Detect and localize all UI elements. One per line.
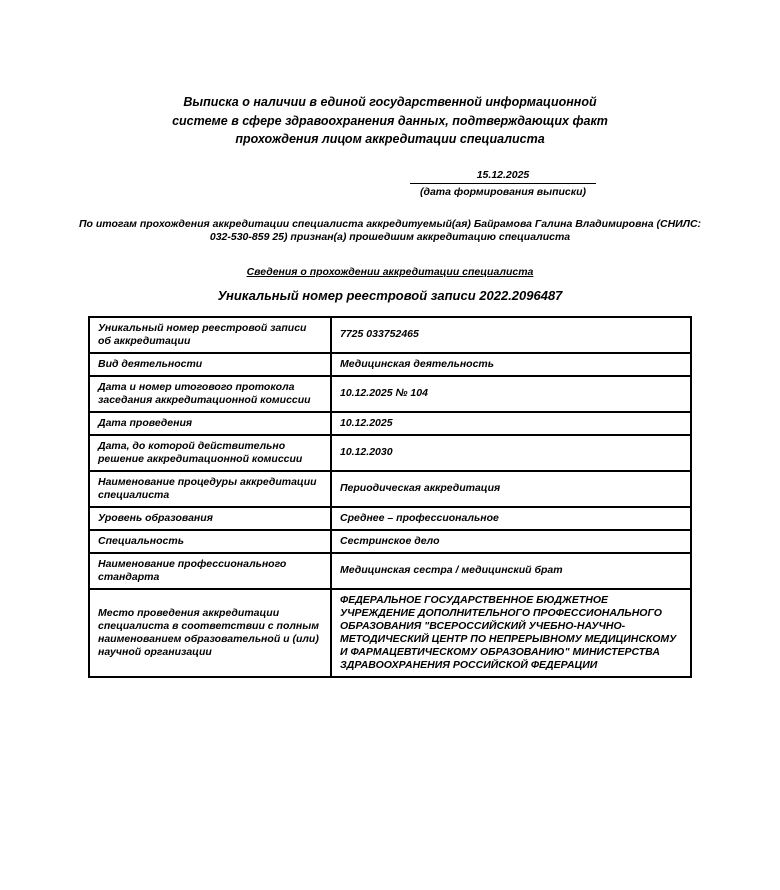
table-row [89,353,691,376]
table-row-value: Медицинская деятельность [331,353,691,376]
document-title-line-2: системе в сфере здравоохранения данных, подтверждающих факт [172,113,608,128]
table-row-value: Периодическая аккредитация [331,471,691,507]
document-title-line-3: прохождения лицом аккредитации специалиста [235,132,545,146]
table-row-label: Уровень образования [89,507,331,530]
table-row [89,553,691,589]
table-row [89,317,691,353]
table-row-label: Наименование процедуры аккредитации специалиста [89,471,331,507]
table-row-value: 10.12.2025 [331,412,691,435]
table-row-label: Вид деятельности [89,353,331,376]
table-row-label: Специальность [89,530,331,553]
accreditation-result-paragraph [45,218,735,245]
table-row-label: Дата, до которой действительно решение аккредитационной комиссии [89,435,331,471]
table-row-label: Дата и номер итогового протокола заседания аккредитационной комиссии [89,376,331,412]
table-row-label: Уникальный номер реестровой записи об аккредитации [89,317,331,353]
section-heading: Сведения о прохождении аккредитации специалиста [246,265,534,278]
table-row [89,435,691,471]
table-row [89,507,691,530]
document-title [80,93,700,149]
table-row-value: 10.12.2030 [331,435,691,471]
table-row-value: 10.12.2025 № 104 [331,376,691,412]
accreditation-details-table [88,316,692,678]
accreditation-result-line-1: По итогам прохождения аккредитации специалиста аккредитуемый(ая) Байрамова Галина Владимировна (СНИЛС: [78,217,702,230]
table-row-value: Среднее – профессиональное [331,507,691,530]
generation-date-caption: (дата формирования выписки) [419,185,587,198]
registry-record-number: Уникальный номер реестровой записи 2022.2096487 [217,287,563,303]
table-row [89,412,691,435]
table-row-value: Сестринское дело [331,530,691,553]
table-row-value: ФЕДЕРАЛЬНОЕ ГОСУДАРСТВЕННОЕ БЮДЖЕТНОЕ УЧРЕЖДЕНИЕ ДОПОЛНИТЕЛЬНОГО ПРОФЕССИОНАЛЬНОГО ОБРАЗОВАНИЯ "ВСЕРОССИЙСКИЙ УЧЕБНО-НАУЧНО-МЕТОДИЧЕСКИЙ ЦЕНТР ПО НЕПРЕРЫВНОМУ МЕДИЦИНСКОМУ И ФАРМАЦЕВТИЧЕСКОМУ ОБРАЗОВАНИЮ" МИНИСТЕРСТВА ЗДРАВООХРАНЕНИЯ РОССИЙСКОЙ ФЕДЕРАЦИИ [331,589,691,677]
table-row [89,589,691,677]
table-row-value: Медицинская сестра / медицинский брат [331,553,691,589]
table-row-label: Место проведения аккредитации специалиста в соответствии с полным наименованием образовательной и (или) научной организации [89,589,331,677]
generation-date-value: 15.12.2025 [410,169,596,184]
table-row-value: 7725 033752465 [331,317,691,353]
generation-date-block [410,169,596,198]
table-row [89,471,691,507]
table-row-label: Наименование профессионального стандарта [89,553,331,589]
table-row [89,376,691,412]
table-row [89,530,691,553]
document-title-line-1: Выписка о наличии в единой государственной информационной [183,95,597,109]
table-row-label: Дата проведения [89,412,331,435]
accreditation-result-line-2: 032-530-859 25) признан(а) прошедшим аккредитацию специалиста [209,231,571,243]
